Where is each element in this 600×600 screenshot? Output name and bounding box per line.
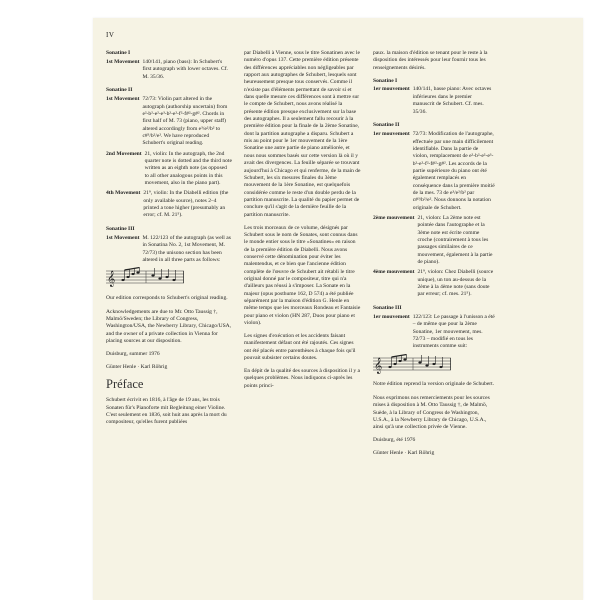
authors-en: Günter Henle · Karl Röhrig — [106, 363, 168, 370]
music-example-fr — [373, 354, 495, 377]
col2-paragraph-2: Les trois morceaux de ce volume, désignés par Schubert sous le nom de Sonates, sont connus dans le monde entier sous le titre «Sonatines» en raison de la première édition de Diabelli. Nous avons conservé cette dénomination pour éviter les malentendus, et ce bien que l'ancienne édition complète de l'œuvre de Schubert ait rétabli le titre original donné par le compositeur, titre qui n'a d'ailleurs pas réussi à s'imposer. La Sonate en la majeur (opus posthume 162, D 574) a été publiée séparément par la maison d'édition G. Henle en même temps que les morceaux Rondeau et Fantaisie pour piano et violon (HN 287, Duos pour piano et violon). — [244, 224, 361, 326]
sonatine-3-heading: Sonatine III — [106, 226, 135, 233]
authors-fr: Günter Henle · Karl Röhrig — [373, 450, 435, 457]
svg-text:𝄞: 𝄞 — [374, 357, 383, 374]
col2-paragraph-3: Les signes d'exécution et les accidents faisant manifestement défaut ont été rajoutés. Ces signes ont été placés entre parenthèses à chaque fois qu'il pouvait subsister certains doutes. — [244, 332, 356, 361]
sonatine-2-movement-4: 4th Movement 21⁹, violin: In the Diabelli edition (the only available source), notes 2–4 printed a tone higher (presumably an error; cf. M. 21⁵). — [106, 190, 229, 219]
sonatine-2-mouvement-4: 4ème mouvement 21⁹, violon: Chez Diabelli (source unique), un ton au-dessus de la 2ème à la 4ème note (sans doute par erreur; cf. mes. 21⁵). — [373, 269, 494, 298]
preface-text: Schubert écrivit en 1816, à l'âge de 19 ans, les trois Sonaten für's Pianoforte mit Begleitung einer Violine. C'est seulement en 1836, soit huit ans après la mort du compositeur, qu'elles furent publiées — [106, 397, 227, 426]
sonatine-3-movement-1: 1st Movement M. 122/123 of the autograph (as well as in Sonatina No. 2, 1st Movement, M. 72/73) the unisono section has been altered in all three parts as follows: — [106, 235, 231, 264]
column-3 — [373, 50, 495, 463]
sonatine-1-heading: Sonatine I — [106, 50, 131, 56]
sonatine-2-mouvement-1: 1er mouvement 72/73: Modification de l'autographe, effectuée par une main difficilement identifiable. Dans la partie de violon, remplacement de e²-b²-e²-e³-b²-e²-f²-f#²-g#². Les accords de la partie supérieure du piano ont été également remplacés en conséquence dans la première moitié de la mes. 73 de e³/e²/b² par c#³/b²/e². Nous donnons la notation originale de Schubert. — [373, 131, 495, 211]
sonatine-3-mouvement-1: 1er mouvement 122/123: Le passage à l'unisson a été – de même que pour la 2ème Sonatine, 1er mouvement, mes. 72/73 – modifié en tous les instruments comme suit: — [373, 314, 495, 350]
column-2 — [244, 50, 361, 396]
sonatine-2-heading: Sonatine II — [106, 87, 133, 94]
svg-text:𝄞: 𝄞 — [107, 271, 116, 288]
sonatine-1-movement-1: 1st Movement 140/141, piano (bass): In Schubert's first autograph with lower octaves. Cf. M. 35/36. — [106, 58, 228, 80]
sonatine-3-note: Our edition corresponds to Schubert's original reading. — [106, 294, 228, 301]
page-number: IV — [106, 31, 115, 39]
sonatine-2-heading-fr: Sonatine II — [373, 122, 400, 129]
thanks-fr: Nous exprimons nos remerciements pour les sources mises à disposition à M. Otto Taussig †, de Malmö, Suède, à la Library of Congress de Washington, U.S.A., à la Newberry Library de Chicago, U.S.A., ainsi qu'à une collection privée de Vienne. — [373, 395, 490, 431]
sonatine-3-heading-fr: Sonatine III — [373, 305, 402, 312]
sonatine-1-heading-fr: Sonatine I — [373, 77, 398, 84]
col2-paragraph-1: par Diabelli à Vienne, sous le titre Sonatinen avec le numéro d'opus 137. Cette première édition présente des différences appréciables non négligeables par rapport aux autographes de Schubert, lesquels sont heureusement presque tous conservés. Comme il n'existe pas d'éléments permettant de savoir si et dans quelle mesure ces différences sont à mettre sur le compte de Schubert, nous avons réalisé la présente édition presque exclusivement sur la base des autographes. Il a seulement fallu recourir à la première édition pour la finale de la 2ème Sonatine, dont la partition autographe a disparu. Schubert a mis au point pour le 1er mouvement de la 1ère Sonatine une autre partie de piano améliorée, et nous nous sommes basés sur cette version là où il y avait des divergences. La feuille séparée se trouvant aujourd'hui à Chicago et qui renferme, de la main de Schubert, les six mesures finales du 3ème mouvement de la 1ère Sonatine, est quelquefois considérée comme le reste d'un double perdu de la partition manuscrite. La qualité du papier permet de conclure qu'il s'agit de la dernière feuille de la partition manuscrite. — [244, 50, 361, 218]
sonatine-2-movement-2: 2nd Movement 21, violin: In the autograph, the 2nd quarter note is dotted and the third note written as an eighth note (as opposed to all other analogous points in this movement, also in the piano part). — [106, 150, 232, 186]
place-date-en: Duisburg, summer 1976 — [106, 350, 160, 357]
music-staff-icon — [373, 354, 451, 374]
music-staff-icon — [106, 267, 184, 287]
sonatine-3-note-fr: Notre édition reprend la version originale de Schubert. — [373, 381, 495, 388]
sonatine-2-movement-1: 1st Movement 72/73: Violin part altered in the autograph (authorship uncertain) from e²-b²-e²-e³-b²-e²-f²-f#²-g#². Chords in first half of M. 73 (piano, upper staff) altered accordingly from e³/e²/b² to c#³/b²/e². We have reproduced Schubert's original reading. — [106, 96, 228, 147]
sonatine-1-mouvement-1: 1er mouvement 140/141, basse piano: Avec octaves inférieures dans le premier manuscrit de Schubert. Cf. mes. 35/36. — [373, 86, 492, 115]
preface-title: Préface — [106, 377, 144, 392]
place-date-fr: Duisburg, été 1976 — [373, 437, 416, 444]
col3-intro: paux. la maison d'édition se tenant pour le reste à la disposition des intéressés pour leur fournir tous les renseignements désirés. — [373, 50, 488, 71]
sonatine-2-mouvement-2: 2ème mouvement 21, violon: La 2ème note est pointée dans l'autographe et la 3ème note est écrite comme croche (contrairement à tous les passages similaires de ce mouvement, également à la partie de piano). — [373, 214, 493, 266]
column-1 — [106, 50, 232, 432]
music-example-en — [106, 267, 232, 290]
col2-paragraph-4: En dépit de la qualité des sources à disposition il y a quelques problèmes. Nous indiquons ci-après les points princi- — [244, 367, 360, 389]
acknowledgements: Acknowledgements are due to Mr. Otto Taussig †, Malmö/Sweden; the Library of Congress, Washington/USA, the Newberry Library, Chicago/USA, and the owner of a private collection in Vienna for placing sources at our disposition. — [106, 308, 232, 344]
